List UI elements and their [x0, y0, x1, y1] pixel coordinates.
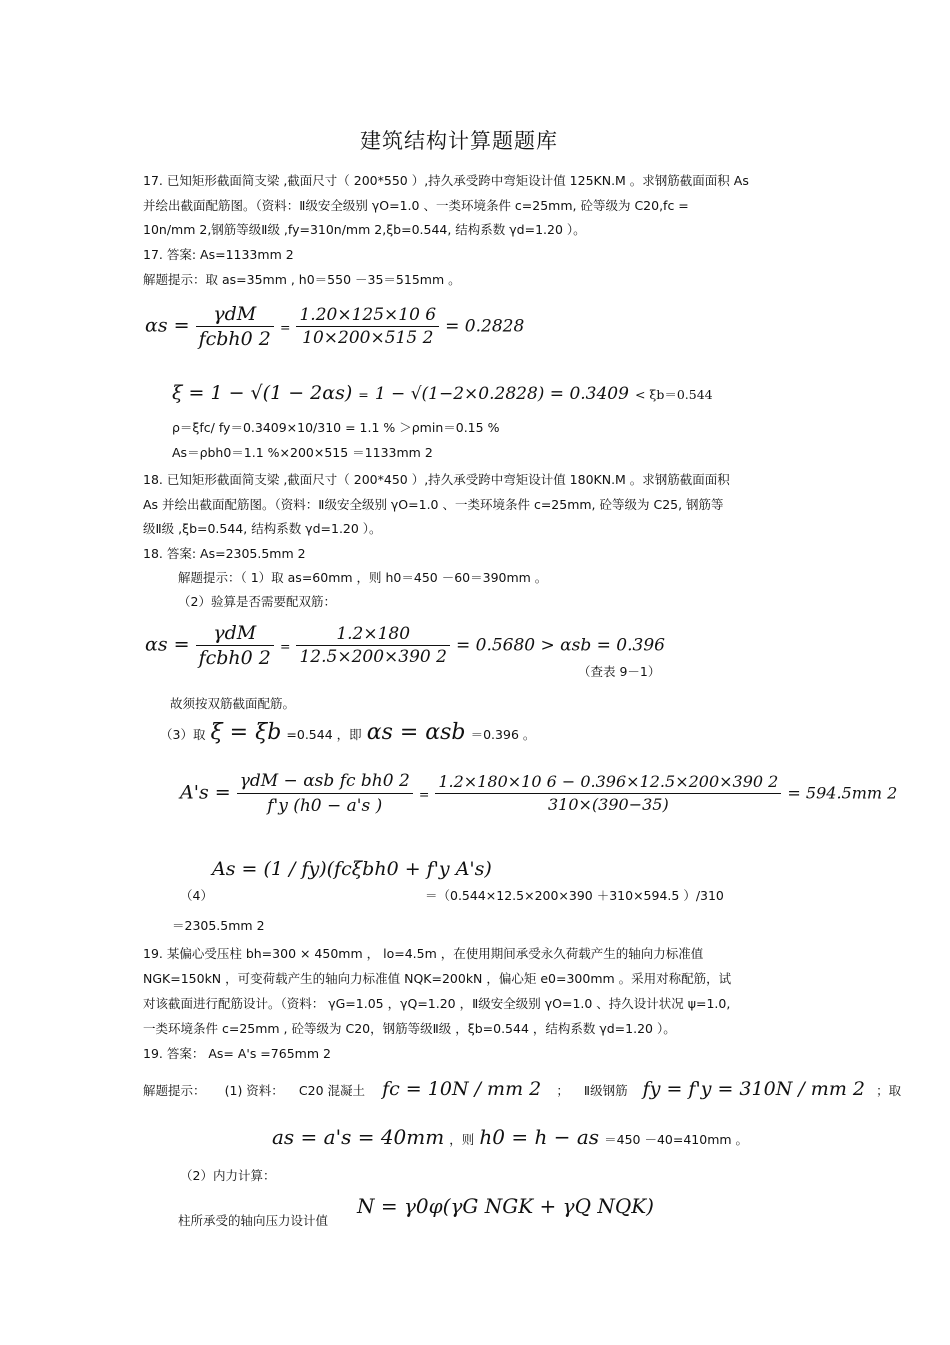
- q18-alpha-rhs-num: 1.2×180: [296, 624, 449, 646]
- q18-alpha-fraction: [196, 622, 274, 669]
- q18-as-eq: =: [418, 786, 430, 802]
- q18-step3-pre: （3）取: [160, 727, 206, 742]
- q17-text-line2: 并绘出截面配筋图。（资料：Ⅱ级安全级别 γO=1.0 、一类环境条件 c=25mm, 砼等级为 C20,fc =: [143, 198, 689, 213]
- q18-double-reinforcement: 故须按双筋截面配筋。: [170, 696, 296, 711]
- q17-alpha-rhs-num: 1.20×125×10 6: [296, 305, 439, 327]
- q19-hint-c20: C20 混凝土: [298, 1083, 365, 1098]
- q17-xi-compare: < ξb＝0.544: [634, 387, 713, 402]
- q18-step3-val1: =0.544 ，即: [286, 727, 362, 742]
- q17-text-line1: 17. 已知矩形截面简支梁 ,截面尺寸（ 200*550 ）,持久承受跨中弯矩设计值 125KN.M 。求钢筋截面面积 As: [143, 173, 749, 188]
- q17-rho: ρ＝ξfc/ fy＝0.3409×10/310 = 1.1 % ＞ρmin＝0.15 %: [172, 420, 500, 435]
- q17-alpha-eq: =: [279, 319, 291, 335]
- q19-axial-label: 柱所承受的轴向压力设计值: [178, 1213, 329, 1228]
- q18-as2-value: ＝（0.544×12.5×200×390 ＋310×594.5 ）/310: [425, 888, 724, 903]
- q17-alpha-equation: [145, 303, 524, 350]
- q18-alpha-result: = 0.5680 > αsb = 0.396: [455, 635, 665, 656]
- q18-alpha-equation: [145, 622, 665, 669]
- q18-as-result: = 594.5mm 2: [787, 783, 898, 803]
- q19-a-row: [272, 1126, 748, 1148]
- q17-alpha-lhs: αs =: [145, 314, 190, 337]
- q17-alpha-num: γdM: [196, 303, 274, 327]
- q18-as-rhs-num: 1.2×180×10 6 − 0.396×12.5×200×390 2: [435, 772, 781, 794]
- q17-xi-rhs: 1 − √(1−2×0.2828) = 0.3409: [374, 384, 629, 404]
- q17-as: As＝ρbh0＝1.1 %×200×515 ＝1133mm 2: [172, 445, 433, 460]
- q18-table-ref: （查表 9－1）: [578, 664, 661, 679]
- q19-hint-row: [143, 1078, 901, 1100]
- q17-xi-equation: [172, 382, 713, 404]
- q18-hint2: （2）验算是否需要配双筋：: [178, 594, 336, 609]
- q19-eq-n: N = γ0φ(γG NGK + γQ NQK): [357, 1194, 654, 1218]
- q19-eq-h0-value: ＝450 －40=410mm 。: [604, 1132, 749, 1147]
- q19-hint-semicolon: ；: [556, 1083, 569, 1098]
- q19-hint-take: ；取: [876, 1083, 902, 1098]
- q19-eq-a: as = a's = 40mm: [272, 1125, 445, 1149]
- q19-text-line2: NGK=150kN ，可变荷载产生的轴向力标准值 NQK=200kN ，偏心矩 e0=300mm 。采用对称配筋，试: [143, 971, 732, 986]
- q18-as-equation: [180, 770, 897, 817]
- q19-hint-fy: fy = f'y = 310N / mm 2: [642, 1078, 865, 1100]
- q18-alpha-den: fcbh0 2: [198, 647, 271, 669]
- q18-as-num: γdM − αsb fc bh0 2: [237, 770, 413, 794]
- q19-answer: 19. 答案： As= A's =765mm 2: [143, 1046, 331, 1061]
- q17-text-line3: 10n/mm 2,钢筋等级Ⅱ级 ,fy=310n/mm 2,ξb=0.544, 结构系数 γd=1.20 ）。: [143, 222, 586, 237]
- q17-alpha-rhs-den: 10×200×515 2: [302, 328, 434, 348]
- q17-alpha-rhs-fraction: [296, 305, 439, 348]
- q19-hint-fc: fc = 10N / mm 2: [382, 1078, 542, 1100]
- q18-as-fraction: [237, 770, 413, 817]
- q18-as-lhs: A's =: [180, 781, 231, 804]
- q19-hint-item1: (1) 资料：: [224, 1083, 284, 1098]
- q17-xi-lhs: ξ = 1 − √(1 − 2αs): [172, 382, 353, 404]
- q17-xi-eq: =: [358, 387, 369, 402]
- q18-alpha-lhs: αs =: [145, 633, 190, 656]
- q17-alpha-den: fcbh0 2: [198, 328, 271, 350]
- q18-answer: 18. 答案: As=2305.5mm 2: [143, 546, 306, 561]
- q19-step2: （2）内力计算：: [180, 1168, 276, 1183]
- q18-as2-result: ＝2305.5mm 2: [172, 918, 265, 933]
- page-title: 建筑结构计算题题库: [360, 129, 558, 153]
- q18-text-line3: 级Ⅱ级 ,ξb=0.544, 结构系数 γd=1.20 ）。: [143, 521, 382, 536]
- q19-text-line1: 19. 某偏心受压柱 bh=300 × 450mm ， lo=4.5m ，在使用期间承受永久荷载产生的轴向力标准值: [143, 946, 704, 961]
- q18-hint1: 解题提示：（ 1）取 as=60mm ，则 h0＝450 －60＝390mm 。: [178, 570, 548, 585]
- q18-alpha-num: γdM: [196, 622, 274, 646]
- q18-as2-equation: As = (1 / fy)(fcξbh0 + f'y A's): [212, 858, 492, 880]
- q18-text-line2: As 并绘出截面配筋图。（资料：Ⅱ级安全级别 γO=1.0 、一类环境条件 c=25mm, 砼等级为 C25, 钢筋等: [143, 497, 724, 512]
- q19-text-line4: 一类环境条件 c=25mm , 砼等级为 C20，钢筋等级Ⅱ级 ，ξb=0.544 ，结构系数 γd=1.20 ）。: [143, 1021, 676, 1036]
- q18-step4-label: （4）: [180, 888, 213, 903]
- q17-hint: 解题提示：取 as=35mm , h0＝550 －35＝515mm 。: [143, 272, 461, 287]
- q18-as-rhs-den: 310×(390−35): [547, 795, 669, 814]
- q19-eq-then: ，则: [449, 1132, 475, 1147]
- q19-text-line3: 对该截面进行配筋设计。（资料： γG=1.05 ，γQ=1.20 ，Ⅱ级安全级别 γO=1.0 、持久设计状况 ψ=1.0,: [143, 996, 731, 1011]
- q18-step3-val2: ＝0.396 。: [470, 727, 536, 742]
- q18-as-rhs-fraction: [435, 772, 781, 815]
- q17-alpha-result: = 0.2828: [445, 316, 525, 337]
- q17-alpha-fraction: [196, 303, 274, 350]
- q17-answer: 17. 答案: As=1133mm 2: [143, 247, 294, 262]
- q18-as-den: f'y (h0 − a's ): [267, 796, 383, 816]
- q19-eq-h0: h0 = h − as: [479, 1125, 600, 1149]
- q18-step3-xi: ξ = ξb: [210, 720, 282, 745]
- q18-step3-alpha: αs = αsb: [366, 720, 466, 745]
- q18-step3: [160, 722, 535, 744]
- q18-alpha-eq: =: [279, 638, 291, 654]
- q19-hint-steel: Ⅱ级钢筋: [583, 1083, 628, 1098]
- q18-alpha-rhs-den: 12.5×200×390 2: [299, 647, 447, 667]
- q19-hint-label: 解题提示：: [143, 1083, 206, 1098]
- q18-text-line1: 18. 已知矩形截面简支梁 ,截面尺寸（ 200*450 ）,持久承受跨中弯矩设计值 180KN.M 。求钢筋截面面积: [143, 472, 730, 487]
- q18-alpha-rhs-fraction: [296, 624, 449, 667]
